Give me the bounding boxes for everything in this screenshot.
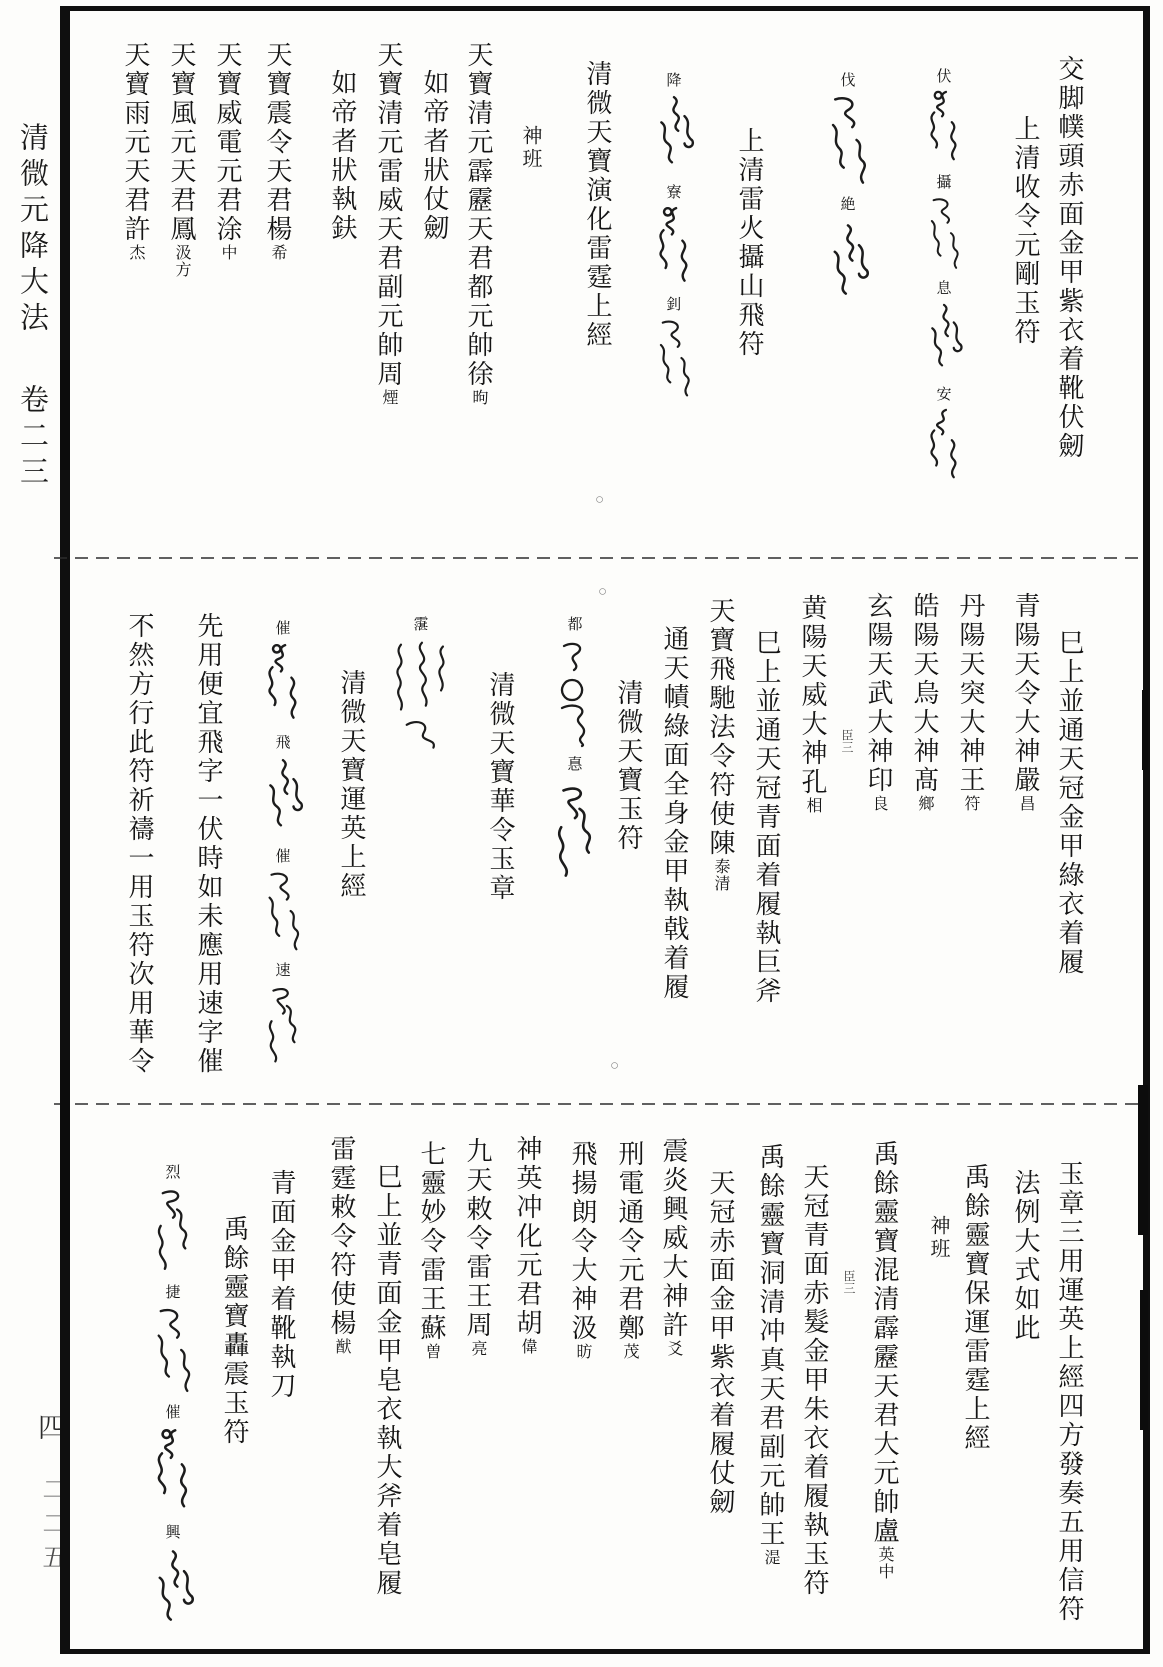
interlinear-note <box>834 559 854 753</box>
text-column <box>902 559 946 812</box>
column-text: 神班 <box>927 1215 949 1261</box>
talisman-drawing <box>924 407 964 485</box>
text-column <box>698 559 742 892</box>
heading-column <box>923 1105 953 1261</box>
talisman-label: 伏 <box>936 69 952 85</box>
column-text: 天寶飛馳法令符使陳 <box>706 597 735 858</box>
talisman-label: 興 <box>165 1525 181 1541</box>
name-annotation: 爻 <box>665 1340 682 1357</box>
name-annotation: 泰清 <box>712 858 729 892</box>
column-text: 不然方行此符祈禱一用玉符次用華令 <box>125 612 154 1076</box>
talisman-label: 催 <box>275 621 291 637</box>
column-text: 天冠赤面金甲紫衣着履仗劒 <box>706 1169 735 1517</box>
text-column <box>113 15 157 261</box>
talisman-label: 降 <box>666 73 682 89</box>
name-annotation: 煙 <box>380 389 397 406</box>
talisman-column <box>145 1105 201 1643</box>
circle-mark: ○ <box>598 584 608 600</box>
text-column <box>478 559 522 903</box>
column-text: 九天敕令雷王周 <box>463 1137 492 1340</box>
talisman-drawing <box>924 195 964 273</box>
column-text: 震炎興威大神許 <box>659 1137 688 1340</box>
name-annotation: 亮 <box>469 1340 486 1357</box>
name-annotation: 偉 <box>519 1338 536 1355</box>
text-column <box>651 1105 695 1357</box>
text-column <box>259 1105 303 1401</box>
talisman-drawing <box>552 637 598 749</box>
talisman-label: 安 <box>936 387 952 403</box>
name-annotation: 茂 <box>621 1343 638 1360</box>
text-column <box>606 559 650 853</box>
talisman-drawing <box>653 317 695 401</box>
column-text: 皓陽天烏大神髙 <box>910 592 939 795</box>
column-text: 青陽天令大神嚴 <box>1011 592 1040 795</box>
talisman-drawing <box>924 301 964 379</box>
column-text: 巳上並通天冠青面着履執巨斧 <box>752 629 781 1006</box>
text-column <box>455 1105 499 1357</box>
text-column <box>575 15 619 350</box>
scan-artifact <box>1138 1085 1148 1235</box>
text-column <box>212 1105 256 1447</box>
column-text: 巳上並通天冠金甲綠衣着履 <box>1055 629 1084 977</box>
name-annotation: 猷 <box>333 1338 350 1355</box>
text-column <box>856 559 900 812</box>
column-text: 禹餘靈寶洞清冲真天君副元帥王 <box>756 1143 785 1549</box>
page-frame <box>60 6 1150 1654</box>
text-column <box>365 1105 409 1598</box>
interlinear-note <box>836 1105 856 1294</box>
talisman-column <box>547 559 603 895</box>
column-text: 巳上並青面金甲皂衣執大斧着皂履 <box>373 1163 402 1598</box>
column-text: 天寶風元天君鳳 <box>167 41 196 244</box>
section-top <box>70 15 1143 555</box>
talisman-drawing <box>262 869 304 955</box>
name-annotation: 相 <box>804 797 821 814</box>
talisman-drawing <box>151 1545 195 1637</box>
talisman-drawing <box>151 1305 195 1397</box>
name-annotation: 鄉 <box>916 795 933 812</box>
text-column <box>186 559 230 1076</box>
talisman-label: 催 <box>165 1405 181 1421</box>
scan-artifact <box>1140 1290 1148 1430</box>
column-text: 如帝者狀執鈇 <box>328 69 357 243</box>
name-annotation: 昉 <box>574 1343 591 1360</box>
column-text: 上清雷火攝山飛符 <box>735 127 764 359</box>
section-bottom <box>70 1105 1143 1653</box>
scan-artifact <box>60 1060 70 1240</box>
talisman-drawing <box>826 217 870 313</box>
text-column <box>862 1105 906 1580</box>
page-number: 二二五 <box>39 1476 66 1578</box>
column-text: 七靈妙令雷王蘇 <box>417 1140 446 1343</box>
section-middle <box>70 559 1143 1103</box>
text-column <box>744 559 788 1006</box>
talisman-label: 攝 <box>936 175 952 191</box>
talisman-label: 飛 <box>275 735 291 751</box>
talisman-label: 都 <box>567 617 583 633</box>
talisman-column <box>255 559 311 1075</box>
talisman-label: 寮 <box>666 185 682 201</box>
column-text: 神班 <box>519 125 541 171</box>
talisman-drawing <box>552 777 598 889</box>
text-column <box>329 559 373 901</box>
talisman-drawing <box>262 983 304 1069</box>
talisman-drawing <box>653 93 695 177</box>
column-text: 清微天寶運英上經 <box>337 669 366 901</box>
column-text: 天冠青面赤髮金甲朱衣着履執玉符 <box>800 1163 829 1598</box>
column-text: 青面金甲着靴執刀 <box>267 1169 296 1401</box>
text-column <box>652 559 696 1002</box>
talisman-label: 速 <box>275 963 291 979</box>
name-annotation: 符 <box>962 795 979 812</box>
talisman-label: 霮 <box>413 617 429 633</box>
talisman-label: 伐 <box>840 73 856 89</box>
column-text: 如帝者狀仗劒 <box>420 69 449 243</box>
column-text: 清微天寶華令玉章 <box>486 671 515 903</box>
name-annotation: 昌 <box>1017 795 1034 812</box>
text-column <box>698 1105 742 1517</box>
talisman-drawing <box>653 205 695 289</box>
column-text: 通天幘綠面全身金甲執戟着履 <box>660 625 689 1002</box>
column-text: 玄陽天武大神印 <box>864 592 893 795</box>
text-column <box>948 559 992 812</box>
text-column <box>255 15 299 261</box>
talisman-column <box>646 15 702 407</box>
note-text: 臣三 <box>842 1270 856 1294</box>
text-column <box>319 1105 363 1355</box>
column-text: 交脚幞頭赤面金甲紫衣着靴伏劒 <box>1055 55 1084 461</box>
text-column <box>409 1105 453 1360</box>
scan-artifact <box>1142 690 1148 770</box>
text-column <box>412 15 456 243</box>
column-text: 天寶清元霹靂天君都元帥徐 <box>464 41 493 389</box>
text-column <box>1003 559 1047 812</box>
text-column <box>1047 15 1091 461</box>
text-column <box>790 559 834 814</box>
talisman-label: 釗 <box>666 297 682 313</box>
talisman-drawing <box>386 637 456 761</box>
name-annotation: 英中 <box>876 1546 893 1580</box>
text-column <box>205 15 249 261</box>
column-text: 天寶震令天君楊 <box>263 41 292 244</box>
heading-column <box>515 15 545 171</box>
column-text: 清微天寶玉符 <box>614 679 643 853</box>
circle-mark: ○ <box>595 492 605 508</box>
text-column <box>1003 15 1047 347</box>
text-column <box>159 15 203 278</box>
text-column <box>1047 1105 1091 1624</box>
column-text: 神英冲化元君胡 <box>513 1135 542 1338</box>
column-text: 清微天寶演化雷霆上經 <box>583 60 612 350</box>
column-text: 禹餘靈寶轟震玉符 <box>220 1215 249 1447</box>
column-text: 雷霆敕令符使楊 <box>327 1135 356 1338</box>
column-text: 天寶雨元天君許 <box>121 41 150 244</box>
text-column <box>953 1105 997 1453</box>
talisman-drawing <box>262 755 304 841</box>
text-column <box>792 1105 836 1598</box>
column-text: 黄陽天威大神孔 <box>798 594 827 797</box>
column-text: 天寶清元雷威天君副元帥周 <box>374 41 403 389</box>
name-annotation: 杰 <box>127 244 144 261</box>
text-column <box>366 15 410 406</box>
circle-mark: ○ <box>610 1058 620 1074</box>
column-text: 禹餘靈寶保運雷霆上經 <box>961 1163 990 1453</box>
name-annotation: 希 <box>269 244 286 261</box>
name-annotation: 湜 <box>762 1549 779 1566</box>
talisman-drawing <box>924 89 964 167</box>
talisman-label: 絶 <box>840 197 856 213</box>
book-title: 清微元降大法 <box>16 122 48 338</box>
note-text: 臣三 <box>840 729 854 753</box>
column-text: 天寶威電元君涂 <box>213 41 242 244</box>
name-annotation: 良 <box>870 795 887 812</box>
column-text: 先用便宜飛字一伏時如未應用速字催 <box>194 612 223 1076</box>
talisman-drawing <box>151 1185 195 1277</box>
talisman-column <box>384 559 458 767</box>
column-text: 刑電通令元君鄭 <box>615 1140 644 1343</box>
name-annotation: 曽 <box>423 1343 440 1360</box>
column-text: 飛揚朗令大神汲 <box>568 1140 597 1343</box>
name-annotation: 昫 <box>470 389 487 406</box>
talisman-label: 催 <box>275 849 291 865</box>
text-column <box>560 1105 604 1360</box>
name-annotation: 汲方 <box>173 244 190 278</box>
text-column <box>320 15 364 243</box>
talisman-label: 捷 <box>165 1285 181 1301</box>
text-column <box>1047 559 1091 977</box>
talisman-label: 息 <box>936 281 952 297</box>
text-column <box>117 559 161 1076</box>
column-text: 禹餘靈寶混清霹靂天君大元帥盧 <box>870 1140 899 1546</box>
column-text: 玉章三用運英上經四方發奏五用信符 <box>1055 1160 1084 1624</box>
column-text: 法例大式如此 <box>1011 1169 1040 1343</box>
talisman-drawing <box>826 93 870 189</box>
talisman-drawing <box>151 1425 195 1517</box>
text-column <box>607 1105 651 1360</box>
column-text: 丹陽天突大神王 <box>956 592 985 795</box>
column-text: 上清收令元剛玉符 <box>1011 115 1040 347</box>
talisman-label: 惪 <box>567 757 583 773</box>
text-column <box>505 1105 549 1355</box>
talisman-drawing <box>262 641 304 727</box>
volume-label: 卷二三 <box>16 384 48 492</box>
talisman-column <box>820 15 876 319</box>
name-annotation: 中 <box>219 244 236 261</box>
scan-artifact <box>60 360 70 470</box>
talisman-label: 烈 <box>165 1165 181 1181</box>
folio-number: 四 <box>38 1413 65 1443</box>
margin-title <box>12 122 53 492</box>
text-column <box>748 1105 792 1566</box>
text-column <box>727 15 771 359</box>
talisman-column <box>916 15 972 491</box>
text-column <box>456 15 500 406</box>
text-column <box>1003 1105 1047 1343</box>
